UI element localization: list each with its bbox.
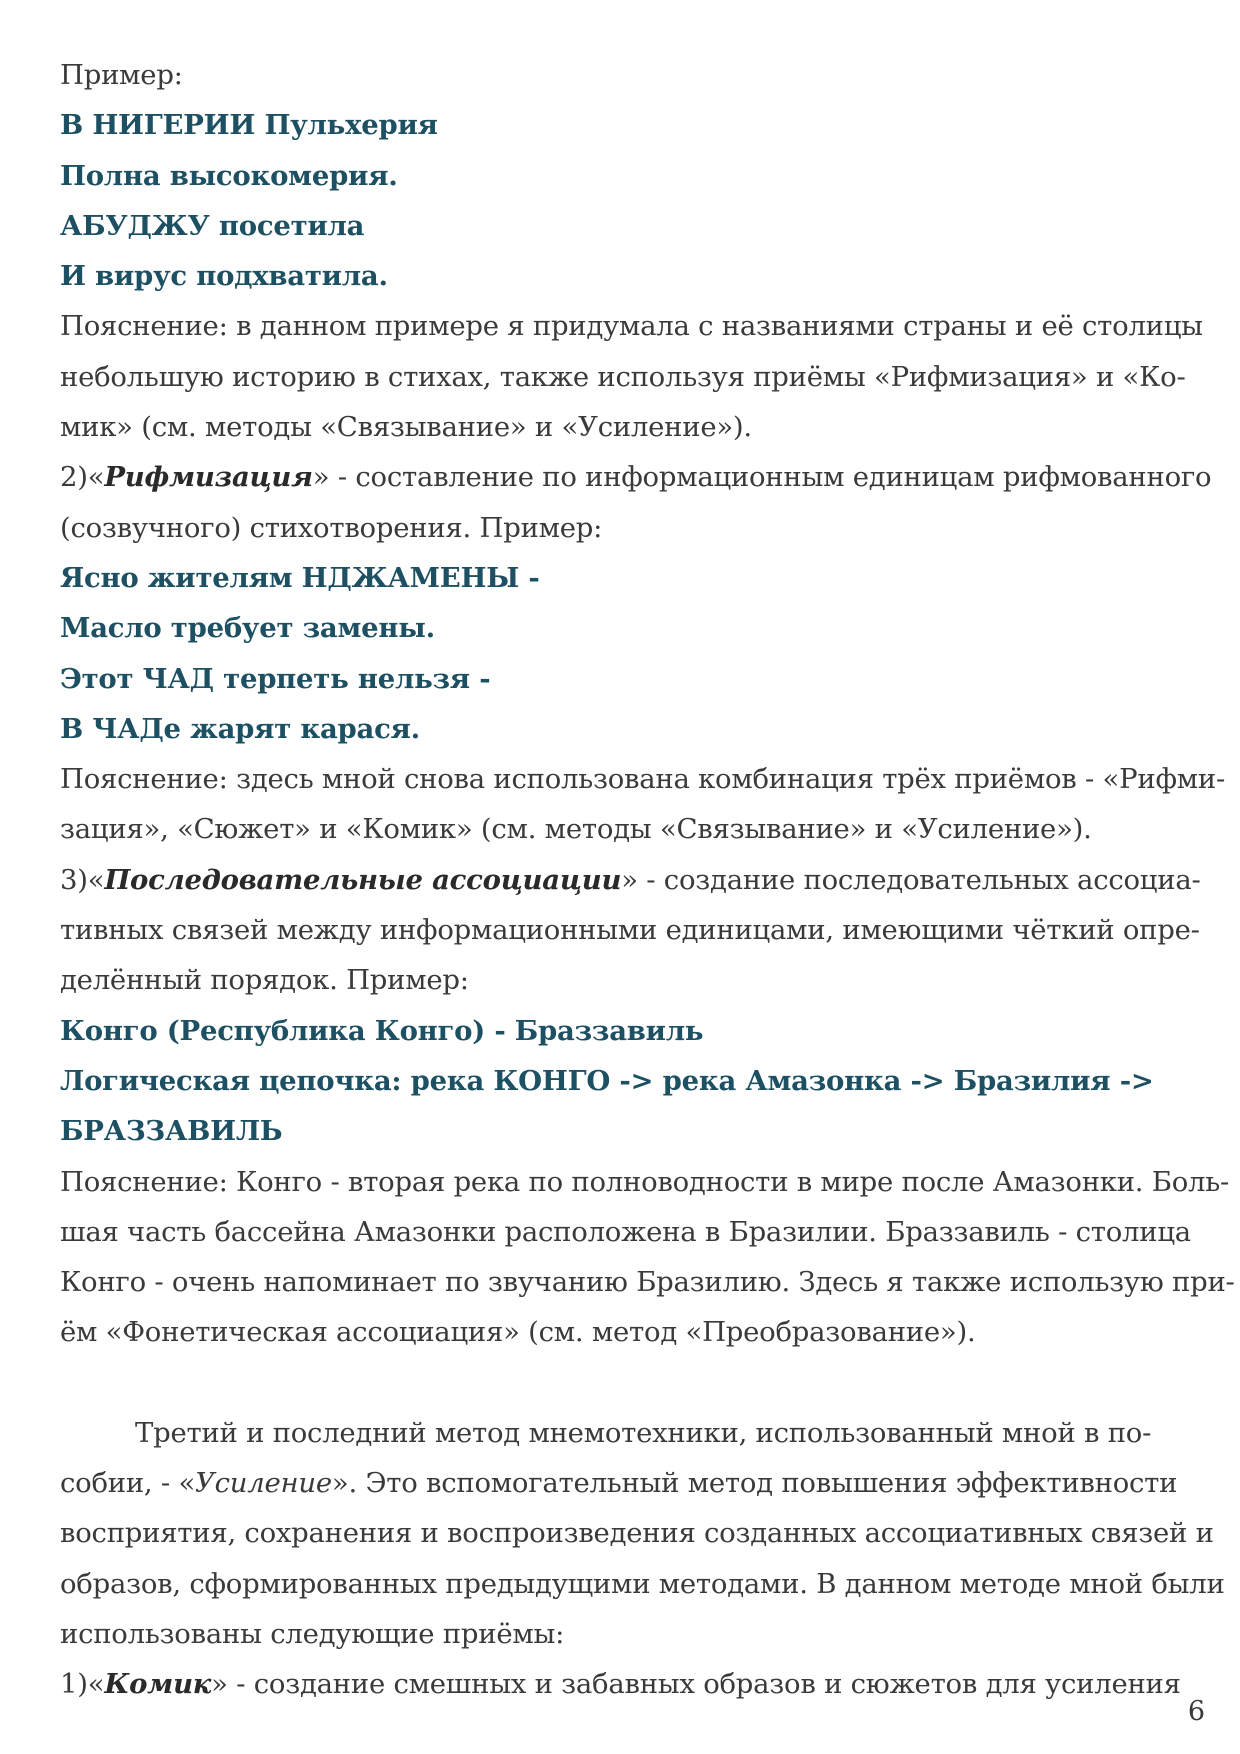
example-line: Конго (Республика Конго) - Браззавиль (60, 1014, 704, 1047)
explanation-line: Пояснение: Конго - вторая река по полноводности в мире после Амазонки. Боль- (60, 1165, 1230, 1198)
technique-name: Рифмизация (104, 461, 313, 494)
method-name: Усиление (195, 1467, 332, 1500)
technique-description: - создание смешных и забавных образов и сюжетов для усиления (227, 1668, 1181, 1701)
technique-quote-close: » (312, 461, 330, 494)
paragraph-line: восприятия, сохранения и воспроизведения созданных ассоциативных связей и (60, 1517, 1214, 1550)
explanation-line: шая часть бассейна Амазонки расположена в Бразилии. Браззавиль - столица (60, 1215, 1191, 1248)
explanation-line: мик» (см. методы «Связывание» и «Усиление»). (60, 411, 752, 444)
poem-line: Масло требует замены. (60, 612, 435, 645)
explanation-line: небольшую историю в стихах, также используя приёмы «Рифмизация» и «Ко- (60, 360, 1186, 393)
page-number: 6 (1187, 1696, 1205, 1727)
poem-line: И вирус подхватила. (60, 260, 388, 293)
poem-line: Полна высокомерия. (60, 159, 398, 192)
technique-number: 3)« (60, 863, 105, 896)
document-page (60, 50, 1235, 1710)
technique-comic (60, 1659, 1190, 1709)
explanation-line: Пояснение: здесь мной снова использована комбинация трёх приёмов - «Рифми- (60, 763, 1225, 796)
explanation-line: зация», «Сюжет» и «Комик» (см. методы «Связывание» и «Усиление»). (60, 813, 1092, 846)
paragraph-line: образов, сформированных предыдущими методами. В данном методе мной были (60, 1567, 1225, 1600)
text-run: ». Это вспомогательный метод повышения эффективности (331, 1467, 1178, 1500)
paragraph-line: использованы следующие приёмы: (60, 1617, 565, 1650)
technique-description-line: (созвучного) стихотворения. Пример: (60, 511, 603, 544)
poem-line: Этот ЧАД терпеть нельзя - (60, 662, 491, 695)
technique-description: - создание последовательных ассоциа- (637, 863, 1201, 896)
technique-quote-close: » (211, 1668, 228, 1701)
poem-line: В НИГЕРИИ Пульхерия (60, 109, 438, 142)
technique-name: Комик (104, 1668, 212, 1701)
poem-line: Ясно жителям НДЖАМЕНЫ - (60, 561, 540, 594)
technique-number: 2)« (60, 461, 105, 494)
technique-description: - составление по информационным единицам рифмованного (329, 461, 1212, 494)
poem-line: АБУДЖУ посетила (60, 209, 365, 242)
explanation-line: ём «Фонетическая ассоциация» (см. метод «Преобразование»). (60, 1316, 976, 1349)
technique-description-line: делённый порядок. Пример: (60, 964, 469, 997)
technique-number: 1)« (60, 1668, 105, 1701)
technique-name: Последовательные ассоциации (104, 863, 622, 896)
example-line: Логическая цепочка: река КОНГО -> река Амазонка -> Бразилия -> (60, 1064, 1154, 1097)
explanation-line: Конго - очень напоминает по звучанию Бразилию. Здесь я также использую при- (60, 1266, 1235, 1299)
example-line: БРАЗЗАВИЛЬ (60, 1115, 283, 1148)
poem-line: В ЧАДе жарят карася. (60, 712, 420, 745)
technique-rhyming (60, 452, 1212, 502)
technique-description-line: тивных связей между информационными единицами, имеющими чёткий опре- (60, 914, 1200, 947)
paragraph-gap (60, 1358, 1190, 1408)
paragraph-line: Третий и последний метод мнемотехники, использованный мной в по- (135, 1416, 1152, 1449)
technique-quote-close: » (621, 863, 638, 896)
example-intro: Пример: (60, 59, 183, 91)
text-run: собии, - « (60, 1467, 196, 1500)
explanation-line: Пояснение: в данном примере я придумала с названиями страны и её столицы (60, 310, 1203, 343)
technique-sequential-associations (60, 855, 1201, 905)
paragraph-line (60, 1458, 1190, 1508)
